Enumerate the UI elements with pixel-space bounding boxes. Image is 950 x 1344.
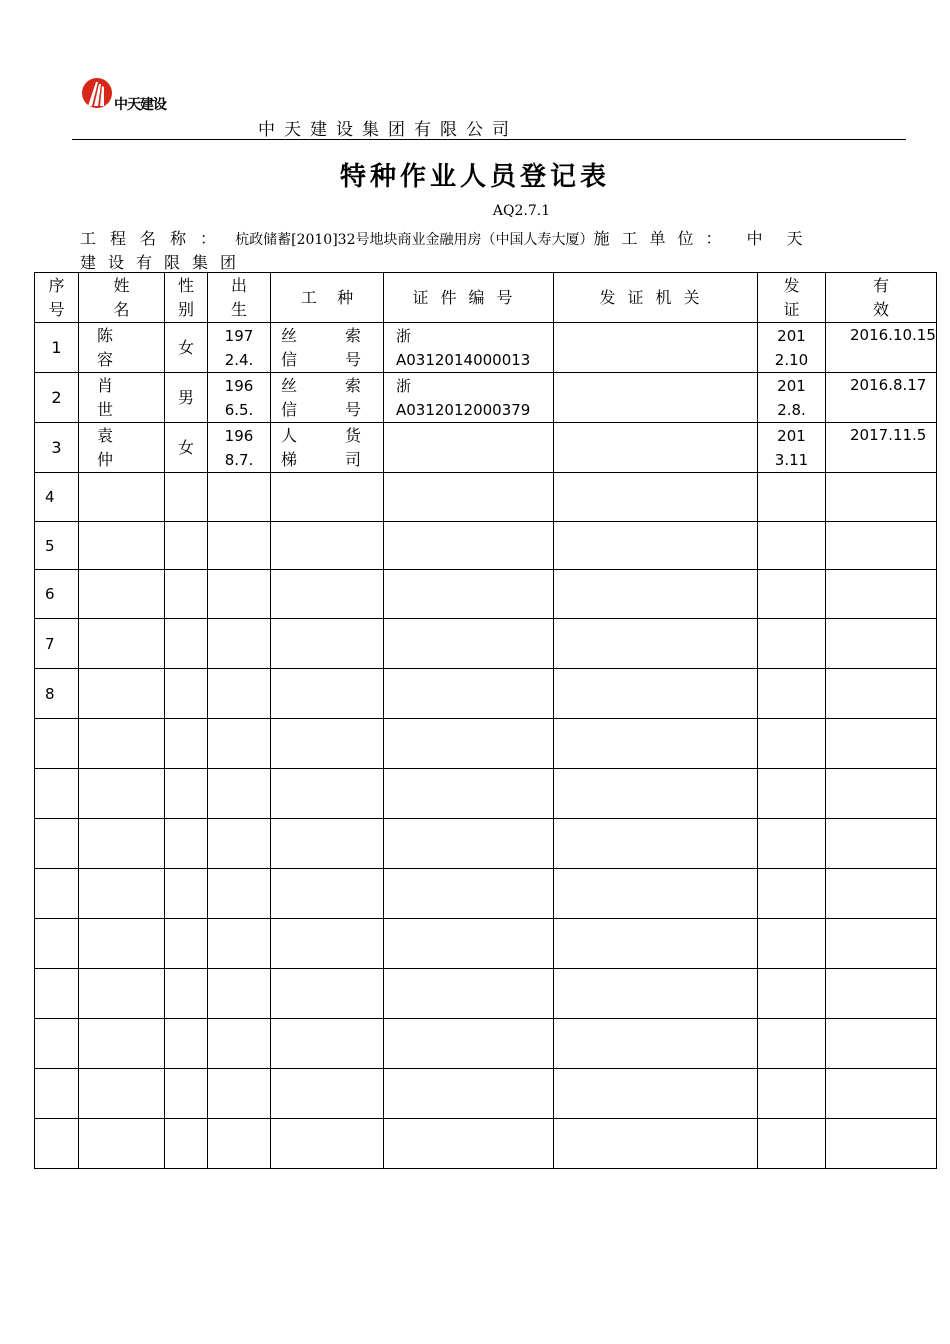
row-issuer bbox=[554, 323, 758, 373]
row-job: 丝 索 信 号 bbox=[271, 373, 384, 423]
empty-row bbox=[35, 769, 937, 819]
row-issue-date: 201 2.10 bbox=[758, 323, 826, 373]
row-seq: 1 bbox=[35, 323, 79, 373]
empty-row bbox=[35, 969, 937, 1019]
empty-row: 5 bbox=[35, 522, 937, 570]
row-cert-no: 浙 A0312012000379 bbox=[384, 373, 554, 423]
project-label: 工程名称： bbox=[80, 229, 231, 248]
table-header-row bbox=[35, 273, 937, 323]
row-name: 陈 容 bbox=[79, 323, 165, 373]
col-gender: 性 别 bbox=[165, 273, 208, 323]
logo-text: 中天建设 bbox=[114, 97, 166, 113]
row-valid: 2017.11.5 bbox=[826, 423, 937, 473]
empty-row: 7 bbox=[35, 619, 937, 669]
empty-row bbox=[35, 919, 937, 969]
col-issuer: 发证机关 bbox=[554, 273, 758, 323]
col-name: 姓 名 bbox=[79, 273, 165, 323]
unit-label: 施工单位： bbox=[593, 229, 734, 248]
project-name: 杭政储蓄[2010]32号地块商业金融用房（中国人寿大厦） bbox=[235, 232, 594, 248]
row-valid: 2016.10.15 bbox=[826, 323, 937, 373]
personnel-table bbox=[34, 272, 937, 1169]
row-seq: 2 bbox=[35, 373, 79, 423]
row-birth: 197 2.4. bbox=[208, 323, 271, 373]
page-title: 特种作业人员登记表 bbox=[339, 162, 610, 192]
table-row bbox=[35, 423, 937, 473]
empty-row: 8 bbox=[35, 669, 937, 719]
col-cert-no: 证件编号 bbox=[384, 273, 554, 323]
row-job: 人 货 梯 司 bbox=[271, 423, 384, 473]
form-code: AQ2.7.1 bbox=[492, 203, 551, 219]
project-line bbox=[80, 226, 827, 249]
row-issue-date: 201 3.11 bbox=[758, 423, 826, 473]
row-issuer bbox=[554, 423, 758, 473]
row-gender: 女 bbox=[165, 423, 208, 473]
col-birth: 出 生 bbox=[208, 273, 271, 323]
logo-mark-icon bbox=[80, 76, 116, 112]
col-seq: 序 号 bbox=[35, 273, 79, 323]
row-cert-no: 浙 A0312014000013 bbox=[384, 323, 554, 373]
empty-row: 4 bbox=[35, 473, 937, 522]
table-row bbox=[35, 373, 937, 423]
header-divider bbox=[72, 139, 906, 140]
row-cert-no bbox=[384, 423, 554, 473]
col-issue-date: 发 证 bbox=[758, 273, 826, 323]
col-job: 工 种 bbox=[271, 273, 384, 323]
row-issue-date: 201 2.8. bbox=[758, 373, 826, 423]
unit-name-part1: 中天 bbox=[746, 229, 827, 248]
empty-row bbox=[35, 869, 937, 919]
row-name: 袁 仲 bbox=[79, 423, 165, 473]
empty-row bbox=[35, 1119, 937, 1169]
row-valid: 2016.8.17 bbox=[826, 373, 937, 423]
empty-row: 6 bbox=[35, 570, 937, 619]
empty-row bbox=[35, 1019, 937, 1069]
empty-row bbox=[35, 819, 937, 869]
unit-name-part2: 建设有限集团 bbox=[80, 253, 249, 272]
row-birth: 196 8.7. bbox=[208, 423, 271, 473]
table-row bbox=[35, 323, 937, 373]
row-name: 肖 世 bbox=[79, 373, 165, 423]
company-logo bbox=[80, 76, 190, 116]
empty-row bbox=[35, 719, 937, 769]
row-job: 丝 索 信 号 bbox=[271, 323, 384, 373]
row-birth: 196 6.5. bbox=[208, 373, 271, 423]
row-issuer bbox=[554, 373, 758, 423]
row-gender: 女 bbox=[165, 323, 208, 373]
company-name: 中天建设集团有限公司 bbox=[258, 120, 518, 140]
col-valid: 有 效 bbox=[826, 273, 937, 323]
row-seq: 3 bbox=[35, 423, 79, 473]
empty-row bbox=[35, 1069, 937, 1119]
row-gender: 男 bbox=[165, 373, 208, 423]
